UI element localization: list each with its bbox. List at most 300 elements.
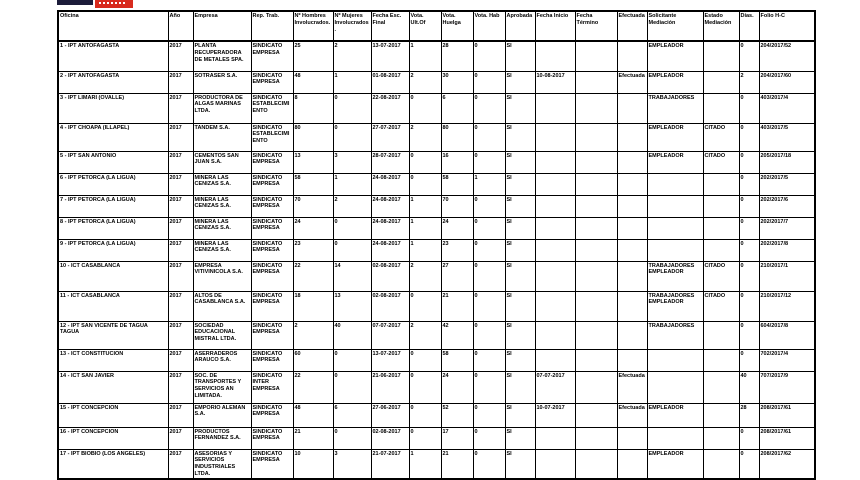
cell: TANDEM S.A. bbox=[193, 123, 251, 151]
cell bbox=[535, 239, 575, 261]
cell: SOCIEDAD EDUCACIONAL MISTRAL LTDA. bbox=[193, 321, 251, 349]
cell bbox=[575, 217, 617, 239]
cell: 24 bbox=[441, 371, 473, 403]
cell bbox=[575, 93, 617, 123]
cell: 0 bbox=[739, 41, 759, 71]
column-header: Fecha Término bbox=[575, 11, 617, 41]
cell: 0 bbox=[333, 371, 371, 403]
cell bbox=[575, 403, 617, 427]
gobierno-logo bbox=[57, 0, 133, 8]
cell bbox=[575, 261, 617, 291]
cell: 17 - IPT BIOBIO (LOS ANGELES) bbox=[58, 449, 168, 479]
cell: 15 - IPT CONCEPCION bbox=[58, 403, 168, 427]
cell: SINDICATO EMPRESA bbox=[251, 195, 293, 217]
cell bbox=[575, 173, 617, 195]
cell: 208/2017/62 bbox=[759, 449, 815, 479]
cell: 0 bbox=[409, 349, 441, 371]
cell: 1 bbox=[333, 71, 371, 93]
cell: 0 bbox=[473, 261, 505, 291]
cell: CITADO bbox=[703, 291, 739, 321]
cell bbox=[647, 349, 703, 371]
cell bbox=[535, 449, 575, 479]
cell: EMPRESA VITIVINICOLA S.A. bbox=[193, 261, 251, 291]
cell: 0 bbox=[409, 291, 441, 321]
cell bbox=[703, 217, 739, 239]
cell: 60 bbox=[293, 349, 333, 371]
cell: SINDICATO ESTABLECIMIENTO bbox=[251, 123, 293, 151]
cell: PLANTA RECUPERADORA DE METALES SPA. bbox=[193, 41, 251, 71]
cell: SINDICATO EMPRESA bbox=[251, 449, 293, 479]
cell: 202/2017/8 bbox=[759, 239, 815, 261]
cell: 0 bbox=[333, 349, 371, 371]
cell: 22 bbox=[293, 261, 333, 291]
cell bbox=[647, 371, 703, 403]
cell: 58 bbox=[293, 173, 333, 195]
cell: 1 bbox=[409, 195, 441, 217]
column-header: Efectuada bbox=[617, 11, 647, 41]
cell: 7 - IPT PETORCA (LA LIGUA) bbox=[58, 195, 168, 217]
cell: 707/2017/9 bbox=[759, 371, 815, 403]
cell: 70 bbox=[441, 195, 473, 217]
cell: 0 bbox=[333, 239, 371, 261]
cell: 2 bbox=[739, 71, 759, 93]
cell: 22 bbox=[293, 371, 333, 403]
table-row bbox=[58, 173, 815, 195]
column-header: Estado Mediación bbox=[703, 11, 739, 41]
column-header: Nº Hombres Involucrados. bbox=[293, 11, 333, 41]
cell: 0 bbox=[739, 173, 759, 195]
cell: 0 bbox=[409, 151, 441, 173]
cell: Efectuada bbox=[617, 71, 647, 93]
cell: 22-08-2017 bbox=[371, 93, 409, 123]
cell: 1 bbox=[409, 449, 441, 479]
table-row bbox=[58, 41, 815, 71]
cell: 02-08-2017 bbox=[371, 291, 409, 321]
cell: 0 bbox=[409, 403, 441, 427]
cell: 25 bbox=[293, 41, 333, 71]
cell bbox=[535, 321, 575, 349]
cell: 2017 bbox=[168, 449, 193, 479]
cell: SINDICATO EMPRESA bbox=[251, 349, 293, 371]
cell: 10 bbox=[293, 449, 333, 479]
cell: EMPLEADOR bbox=[647, 71, 703, 93]
cell: 2017 bbox=[168, 239, 193, 261]
cell bbox=[535, 123, 575, 151]
cell: ASESORIAS Y SERVICIOS INDUSTRIALES LTDA. bbox=[193, 449, 251, 479]
cell: 8 bbox=[293, 93, 333, 123]
cell: 2017 bbox=[168, 93, 193, 123]
cell: 0 bbox=[739, 291, 759, 321]
table-row bbox=[58, 261, 815, 291]
cell: 17 bbox=[441, 427, 473, 449]
cell bbox=[617, 349, 647, 371]
cell: 23 bbox=[441, 239, 473, 261]
cell: 403/2017/5 bbox=[759, 123, 815, 151]
cell bbox=[703, 239, 739, 261]
cell: 2017 bbox=[168, 261, 193, 291]
header-row bbox=[58, 11, 815, 41]
cell: TRABAJADORES bbox=[647, 321, 703, 349]
cell: 52 bbox=[441, 403, 473, 427]
cell: 9 - IPT PETORCA (LA LIGUA) bbox=[58, 239, 168, 261]
cell: ASERRADEROS ARAUCO S.A. bbox=[193, 349, 251, 371]
cell: 02-08-2017 bbox=[371, 261, 409, 291]
cell: 12 - IPT SAN VICENTE DE TAGUA TAGUA bbox=[58, 321, 168, 349]
cell: 14 bbox=[333, 261, 371, 291]
cell: ALTOS DE CASABLANCA S.A. bbox=[193, 291, 251, 321]
cell: 0 bbox=[473, 291, 505, 321]
cell: 2017 bbox=[168, 371, 193, 403]
cell bbox=[647, 195, 703, 217]
cell bbox=[617, 427, 647, 449]
cell: MINERA LAS CENIZAS S.A. bbox=[193, 195, 251, 217]
cell: 27-06-2017 bbox=[371, 403, 409, 427]
cell: SINDICATO INTER EMPRESA bbox=[251, 371, 293, 403]
cell: 13 bbox=[293, 151, 333, 173]
cell: 2017 bbox=[168, 71, 193, 93]
table-row bbox=[58, 371, 815, 403]
cell: EMPLEADOR bbox=[647, 123, 703, 151]
cell: SINDICATO EMPRESA bbox=[251, 239, 293, 261]
cell: 21 bbox=[441, 291, 473, 321]
cell: 2017 bbox=[168, 123, 193, 151]
cell: SI bbox=[505, 291, 535, 321]
cell: 10-07-2017 bbox=[535, 403, 575, 427]
cell: 403/2017/4 bbox=[759, 93, 815, 123]
column-header: Año bbox=[168, 11, 193, 41]
cell: 28-07-2017 bbox=[371, 151, 409, 173]
cell: 1 - IPT ANTOFAGASTA bbox=[58, 41, 168, 71]
cell: 4 - IPT CHOAPA (ILLAPEL) bbox=[58, 123, 168, 151]
cell: EMPORIO ALEMAN S.A. bbox=[193, 403, 251, 427]
cell: 80 bbox=[293, 123, 333, 151]
cell: 2 bbox=[409, 71, 441, 93]
cell bbox=[703, 71, 739, 93]
cell: SI bbox=[505, 71, 535, 93]
cell bbox=[617, 173, 647, 195]
column-header: Oficina bbox=[58, 11, 168, 41]
logo-red-flag bbox=[95, 0, 133, 8]
cell bbox=[617, 449, 647, 479]
cell: 2 bbox=[409, 123, 441, 151]
cell: SINDICATO EMPRESA bbox=[251, 261, 293, 291]
cell: 28 bbox=[441, 41, 473, 71]
cell: 14 - ICT SAN JAVIER bbox=[58, 371, 168, 403]
cell: SI bbox=[505, 449, 535, 479]
cell: 13-07-2017 bbox=[371, 349, 409, 371]
cell: EMPLEADOR bbox=[647, 41, 703, 71]
cell: 0 bbox=[739, 195, 759, 217]
cell: 70 bbox=[293, 195, 333, 217]
cell bbox=[703, 371, 739, 403]
cell: 42 bbox=[441, 321, 473, 349]
cell bbox=[703, 321, 739, 349]
cell: 0 bbox=[473, 195, 505, 217]
cell bbox=[535, 195, 575, 217]
cell bbox=[703, 349, 739, 371]
cell: 2017 bbox=[168, 217, 193, 239]
cell: 0 bbox=[333, 93, 371, 123]
cell: 2017 bbox=[168, 291, 193, 321]
cell: MINERA LAS CENIZAS S.A. bbox=[193, 173, 251, 195]
cell bbox=[617, 93, 647, 123]
cell: 0 bbox=[473, 123, 505, 151]
cell: 10 - ICT CASABLANCA bbox=[58, 261, 168, 291]
cell: SI bbox=[505, 173, 535, 195]
table-row bbox=[58, 321, 815, 349]
cell: 0 bbox=[409, 371, 441, 403]
table-row bbox=[58, 123, 815, 151]
cell: SI bbox=[505, 195, 535, 217]
table-row bbox=[58, 195, 815, 217]
cell: SINDICATO EMPRESA bbox=[251, 291, 293, 321]
cell: 23 bbox=[293, 239, 333, 261]
cell: 208/2017/61 bbox=[759, 427, 815, 449]
column-header: Vota. Hab bbox=[473, 11, 505, 41]
cell: TRABAJADORES bbox=[647, 93, 703, 123]
cell: 10-08-2017 bbox=[535, 71, 575, 93]
cell: 2017 bbox=[168, 349, 193, 371]
cell bbox=[575, 195, 617, 217]
cell: 58 bbox=[441, 349, 473, 371]
cell: SINDICATO EMPRESA bbox=[251, 427, 293, 449]
cell bbox=[703, 93, 739, 123]
cell: 2 bbox=[409, 321, 441, 349]
cell: 07-07-2017 bbox=[371, 321, 409, 349]
cell: 13-07-2017 bbox=[371, 41, 409, 71]
cell: 6 - IPT PETORCA (LA LIGUA) bbox=[58, 173, 168, 195]
cell: 21-07-2017 bbox=[371, 449, 409, 479]
cell: SI bbox=[505, 349, 535, 371]
cell: MINERA LAS CENIZAS S.A. bbox=[193, 217, 251, 239]
cell: 3 bbox=[333, 151, 371, 173]
cell: CITADO bbox=[703, 151, 739, 173]
cell: 702/2017/4 bbox=[759, 349, 815, 371]
table-row bbox=[58, 239, 815, 261]
cell: 58 bbox=[441, 173, 473, 195]
cell bbox=[703, 427, 739, 449]
cell: 3 bbox=[333, 449, 371, 479]
cell bbox=[535, 291, 575, 321]
cell bbox=[535, 151, 575, 173]
cell bbox=[535, 173, 575, 195]
cell: 8 - IPT PETORCA (LA LIGUA) bbox=[58, 217, 168, 239]
cell: 0 bbox=[473, 71, 505, 93]
cell: EMPLEADOR bbox=[647, 449, 703, 479]
cell: Efectuada bbox=[617, 371, 647, 403]
cell: 16 bbox=[441, 151, 473, 173]
cell: 5 - IPT SAN ANTONIO bbox=[58, 151, 168, 173]
cell bbox=[617, 217, 647, 239]
cell bbox=[703, 41, 739, 71]
cell: SI bbox=[505, 403, 535, 427]
cell: 21-06-2017 bbox=[371, 371, 409, 403]
cell: 2 bbox=[333, 41, 371, 71]
cell: 27 bbox=[441, 261, 473, 291]
cell: SINDICATO EMPRESA bbox=[251, 173, 293, 195]
cell: Efectuada bbox=[617, 403, 647, 427]
cell: 48 bbox=[293, 403, 333, 427]
cell: 205/2017/18 bbox=[759, 151, 815, 173]
cell: 0 bbox=[409, 93, 441, 123]
cell: SINDICATO EMPRESA bbox=[251, 71, 293, 93]
cell: MINERA LAS CENIZAS S.A. bbox=[193, 239, 251, 261]
cell: 0 bbox=[473, 427, 505, 449]
cell: 0 bbox=[739, 239, 759, 261]
cell: 48 bbox=[293, 71, 333, 93]
cell: 07-07-2017 bbox=[535, 371, 575, 403]
cell: 80 bbox=[441, 123, 473, 151]
cell: 24-08-2017 bbox=[371, 217, 409, 239]
cell: 2017 bbox=[168, 173, 193, 195]
cell: EMPLEADOR bbox=[647, 403, 703, 427]
cell: CITADO bbox=[703, 123, 739, 151]
cell: 0 bbox=[473, 93, 505, 123]
cell: 0 bbox=[473, 349, 505, 371]
cell: PRODUCTORA DE ALGAS MARINAS LTDA. bbox=[193, 93, 251, 123]
table-body bbox=[58, 41, 815, 479]
cell: 6 bbox=[441, 93, 473, 123]
cell: 0 bbox=[473, 41, 505, 71]
cell: 604/2017/8 bbox=[759, 321, 815, 349]
cell: 24-08-2017 bbox=[371, 239, 409, 261]
cell: TRABAJADORES EMPLEADOR bbox=[647, 291, 703, 321]
cell bbox=[575, 151, 617, 173]
cell bbox=[703, 195, 739, 217]
cell: PRODUCTOS FERNANDEZ S.A. bbox=[193, 427, 251, 449]
cell: 01-08-2017 bbox=[371, 71, 409, 93]
cell bbox=[575, 41, 617, 71]
cell bbox=[575, 321, 617, 349]
cell: 2017 bbox=[168, 321, 193, 349]
cell: EMPLEADOR bbox=[647, 151, 703, 173]
cell bbox=[535, 93, 575, 123]
table-row bbox=[58, 403, 815, 427]
cell bbox=[575, 71, 617, 93]
cell: SI bbox=[505, 239, 535, 261]
cell: SI bbox=[505, 41, 535, 71]
cell: SOC. DE TRANSPORTES Y SERVICIOS AN LIMITADA. bbox=[193, 371, 251, 403]
cell: 0 bbox=[473, 321, 505, 349]
column-header: Fecha Inicio bbox=[535, 11, 575, 41]
cell: CEMENTOS SAN JUAN S.A. bbox=[193, 151, 251, 173]
cell: 24-08-2017 bbox=[371, 173, 409, 195]
cell: 1 bbox=[409, 239, 441, 261]
cell: SI bbox=[505, 321, 535, 349]
cell: 0 bbox=[473, 217, 505, 239]
cell: 24 bbox=[293, 217, 333, 239]
column-header: Rep. Trab. bbox=[251, 11, 293, 41]
cell: 16 - IPT CONCEPCION bbox=[58, 427, 168, 449]
cell: 1 bbox=[409, 41, 441, 71]
column-header: Fecha Esc. Final bbox=[371, 11, 409, 41]
table-row bbox=[58, 93, 815, 123]
cell: 2017 bbox=[168, 41, 193, 71]
cell: 202/2017/5 bbox=[759, 173, 815, 195]
column-header: Vota. Ult.Of bbox=[409, 11, 441, 41]
cell: 1 bbox=[333, 173, 371, 195]
cell: 202/2017/7 bbox=[759, 217, 815, 239]
cell: SI bbox=[505, 371, 535, 403]
cell: 21 bbox=[293, 427, 333, 449]
cell bbox=[647, 173, 703, 195]
cell: SINDICATO EMPRESA bbox=[251, 217, 293, 239]
cell: 0 bbox=[409, 173, 441, 195]
cell: 202/2017/6 bbox=[759, 195, 815, 217]
cell: 0 bbox=[739, 321, 759, 349]
cell: 24 bbox=[441, 217, 473, 239]
cell: 0 bbox=[473, 449, 505, 479]
cell: 27-07-2017 bbox=[371, 123, 409, 151]
cell: 2017 bbox=[168, 151, 193, 173]
cell bbox=[617, 291, 647, 321]
cell: 0 bbox=[333, 123, 371, 151]
cell: 28 bbox=[739, 403, 759, 427]
cell bbox=[617, 123, 647, 151]
cell bbox=[575, 239, 617, 261]
cell: 0 bbox=[739, 151, 759, 173]
cell: TRABAJADORES EMPLEADOR bbox=[647, 261, 703, 291]
cell: 1 bbox=[409, 217, 441, 239]
cell: SI bbox=[505, 261, 535, 291]
cell bbox=[617, 261, 647, 291]
cell: 210/2017/1 bbox=[759, 261, 815, 291]
cell: 0 bbox=[473, 239, 505, 261]
cell: 0 bbox=[739, 261, 759, 291]
table-row bbox=[58, 217, 815, 239]
cell bbox=[703, 449, 739, 479]
cell bbox=[617, 321, 647, 349]
cell: 210/2017/12 bbox=[759, 291, 815, 321]
cell: SINDICATO EMPRESA bbox=[251, 321, 293, 349]
cell bbox=[575, 427, 617, 449]
cell bbox=[647, 239, 703, 261]
strikes-table bbox=[57, 10, 816, 480]
cell: 208/2017/61 bbox=[759, 403, 815, 427]
logo-dark-bar bbox=[57, 0, 93, 5]
table-row bbox=[58, 449, 815, 479]
cell bbox=[535, 41, 575, 71]
cell: 0 bbox=[473, 371, 505, 403]
cell: 40 bbox=[739, 371, 759, 403]
cell: 0 bbox=[333, 427, 371, 449]
column-header: Nº Mujeres Involucrados. bbox=[333, 11, 371, 41]
cell: 0 bbox=[739, 123, 759, 151]
cell: SINDICATO EMPRESA bbox=[251, 41, 293, 71]
cell bbox=[535, 427, 575, 449]
cell: 13 - ICT CONSTITUCION bbox=[58, 349, 168, 371]
table-row bbox=[58, 349, 815, 371]
cell: SI bbox=[505, 123, 535, 151]
cell bbox=[647, 217, 703, 239]
cell bbox=[647, 427, 703, 449]
cell: 30 bbox=[441, 71, 473, 93]
cell: 0 bbox=[739, 449, 759, 479]
cell bbox=[575, 291, 617, 321]
cell: 0 bbox=[473, 151, 505, 173]
cell: SI bbox=[505, 93, 535, 123]
cell: 40 bbox=[333, 321, 371, 349]
cell bbox=[703, 173, 739, 195]
cell bbox=[535, 261, 575, 291]
cell: 2017 bbox=[168, 403, 193, 427]
cell: 02-08-2017 bbox=[371, 427, 409, 449]
cell: 204/2017/52 bbox=[759, 41, 815, 71]
column-header: Aprobada bbox=[505, 11, 535, 41]
cell: 11 - ICT CASABLANCA bbox=[58, 291, 168, 321]
cell: CITADO bbox=[703, 261, 739, 291]
column-header: Solicitante Mediación bbox=[647, 11, 703, 41]
